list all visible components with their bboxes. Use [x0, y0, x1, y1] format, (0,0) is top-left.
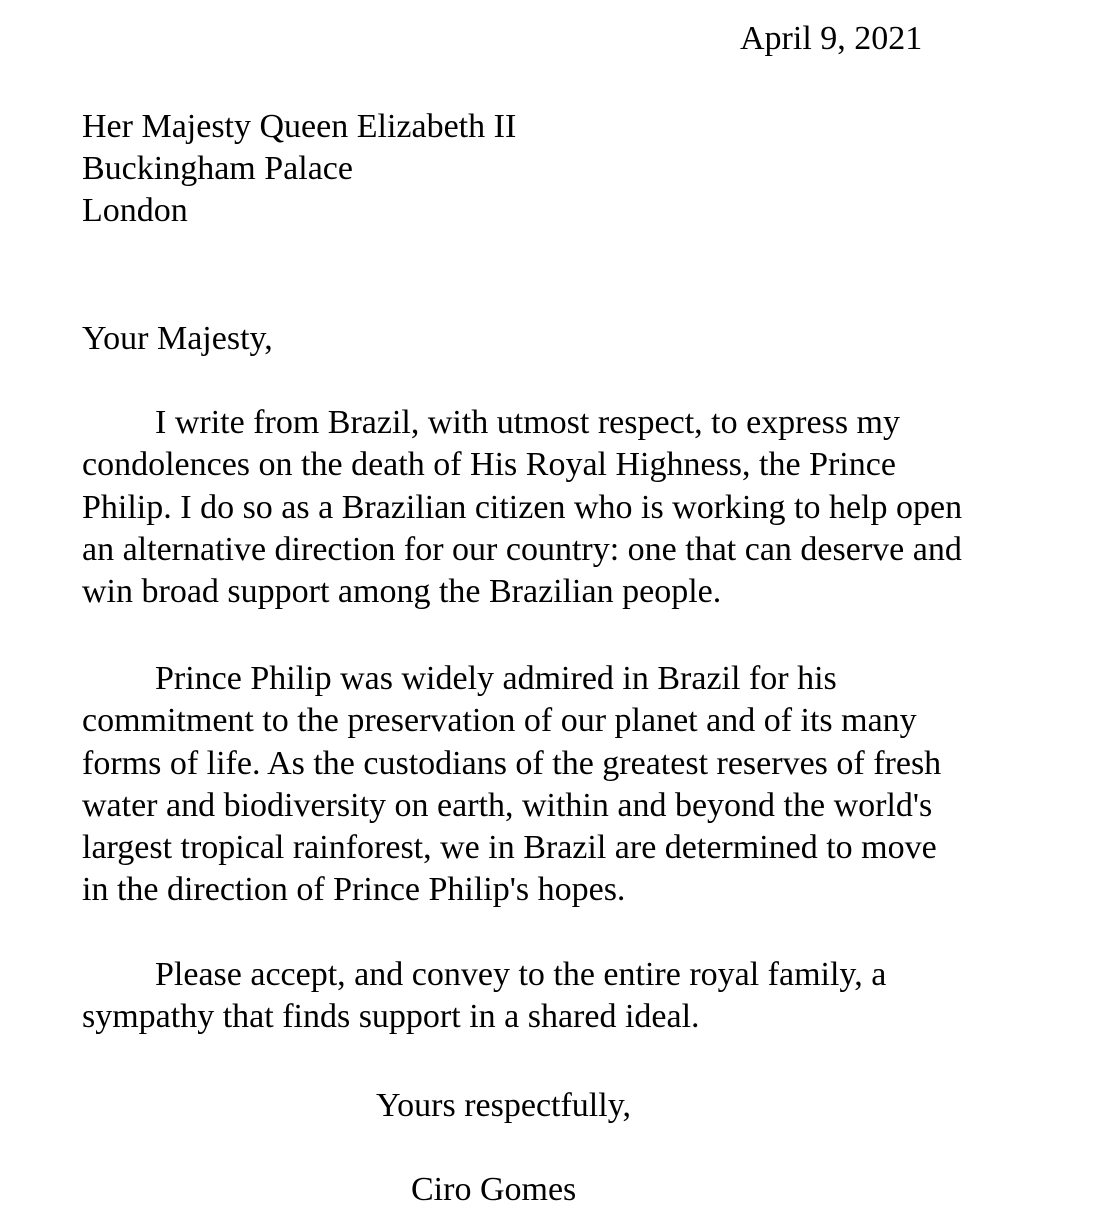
paragraph-line: I write from Brazil, with utmost respect, to express my [155, 404, 900, 441]
paragraph-line: sympathy that finds support in a shared ideal. [82, 998, 700, 1036]
paragraph-line: in the direction of Prince Philip's hopes. [82, 871, 626, 909]
closing: Yours respectfully, [376, 1087, 631, 1124]
paragraph-line: condolences on the death of His Royal Highness, the Prince [82, 446, 896, 484]
recipient-address-line2: London [82, 192, 188, 229]
body-paragraph-1 [82, 402, 962, 613]
recipient-address-line1: Buckingham Palace [82, 150, 353, 187]
body-paragraph-2 [82, 658, 941, 912]
paragraph-line: largest tropical rainforest, we in Brazil are determined to move [82, 829, 937, 867]
recipient-name: Her Majesty Queen Elizabeth II [82, 108, 517, 145]
letter-date: April 9, 2021 [740, 20, 923, 57]
paragraph-line: win broad support among the Brazilian people. [82, 573, 722, 611]
salutation: Your Majesty, [82, 320, 273, 357]
signature-name: Ciro Gomes [411, 1171, 577, 1208]
paragraph-line: water and biodiversity on earth, within and beyond the world's [82, 786, 933, 824]
paragraph-line: commitment to the preservation of our planet and of its many [82, 702, 917, 740]
body-paragraph-3 [82, 954, 886, 1039]
paragraph-line: Philip. I do so as a Brazilian citizen who is working to help open [82, 488, 963, 526]
paragraph-line: an alternative direction for our country: one that can deserve and [82, 530, 962, 568]
paragraph-line: Prince Philip was widely admired in Brazil for his [155, 660, 837, 697]
paragraph-line: forms of life. As the custodians of the greatest reserves of fresh [82, 744, 942, 782]
paragraph-line: Please accept, and convey to the entire royal family, a [155, 956, 887, 993]
